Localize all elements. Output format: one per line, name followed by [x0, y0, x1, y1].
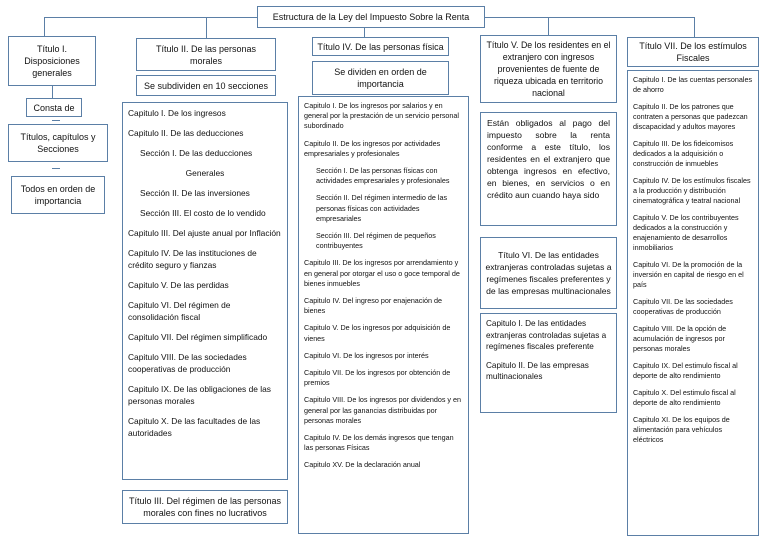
list-item: Capitulo VI. De la promoción de la inversión en capital de riesgo en el país — [633, 260, 744, 289]
connector-line — [52, 86, 53, 98]
title-i-box: Título I. Disposiciones generales — [8, 36, 96, 86]
list-item: Capitulo VII. De los ingresos por obtención de premios — [304, 368, 451, 388]
list-item: Capitulo IX. Del estimulo fiscal al deporte de alto rendimiento — [633, 361, 738, 380]
list-item: Capitulo I. De las entidades extranjeras controladas sujetas a regímenes fiscales preferente — [486, 319, 607, 351]
list-item: Capitulo XV. De la declaración anual — [304, 460, 421, 470]
list-item: Capitulo VII. Del régimen simplificado — [128, 332, 268, 342]
list-item: Capitulo IV. De las instituciones de crédito seguro y fianzas — [128, 248, 257, 270]
root-title: Estructura de la Ley del Impuesto Sobre la Renta — [257, 6, 485, 28]
list-item: Capitulo VI. De los ingresos por interés — [304, 350, 429, 360]
title-vii-box: Título VII. De los estímulos Fiscales — [627, 37, 759, 67]
title-ii-chapter-list — [122, 102, 288, 480]
list-item: Capitulo V. De las perdidas — [128, 280, 229, 290]
list-item: Capitulo V. De los contribuyentes dedicados a la construcción y enajenamiento de desarrollos inmobiliarios — [633, 213, 739, 252]
titulos-capitulos-box: Títulos, capítulos y Secciones — [8, 124, 108, 162]
list-item: Capitulo IV. Del ingreso por enajenación de bienes — [304, 296, 442, 316]
title-v-box: Título V. De los residentes en el extranjero con ingresos provenientes de fuente de riqueza ubicada en territorio nacional — [480, 35, 617, 103]
connector-line — [206, 17, 207, 38]
list-item: Capitulo II. De las empresas multinacionales — [486, 360, 589, 381]
list-item: Capitulo III. De los ingresos por arrendamiento y en general por otorgar el uso o goce temporal de bienes inmuebles — [304, 258, 460, 288]
list-item: Capitulo VII. De las sociedades cooperativas de producción — [633, 297, 733, 316]
orden-importancia-box: Todos en orden de importancia — [11, 176, 105, 214]
consta-de-box: Consta de — [26, 98, 82, 117]
list-item: Capitulo II. De las deducciones — [128, 128, 244, 138]
list-item: Capitulo I. De los ingresos — [128, 108, 226, 118]
list-item: Capitulo X. De las facultades de las autoridades — [128, 416, 261, 438]
title-v-description: Están obligados al pago del impuesto sobre la renta conforme a este título, los residentes en el extranjero que obtenga ingresos en efectivo, en bienes, en servicios o en crédito aun cuando haya sido — [480, 112, 617, 226]
list-item: Capitulo VIII. De los ingresos por dividendos y en general por las ganancias distribuidas por personas morales — [304, 395, 462, 425]
title-iii-box: Título III. Del régimen de las personas morales con fines no lucrativos — [122, 490, 288, 524]
list-item: Capitulo II. De los ingresos por actividades empresariales y profesionales — [304, 138, 441, 158]
list-item: Capitulo IV. De los demás ingresos que tengan las personas Físicas — [304, 433, 454, 453]
list-item: Capitulo X. Del estimulo fiscal al deporte de alto rendimiento — [633, 388, 736, 407]
list-item: Capitulo I. De los ingresos por salarios y en general por la prestación de un servicio personal subordinado — [304, 101, 460, 131]
list-item: Capitulo VIII. De la opción de acumulación de ingresos por personas morales — [633, 324, 727, 353]
title-vi-chapter-list — [480, 313, 617, 413]
title-ii-box: Título II. De las personas morales — [136, 38, 276, 71]
list-item: Capitulo I. De las cuentas personales de ahorro — [633, 75, 753, 94]
list-item: Capitulo II. De los patrones que contraten a personas que padezcan discapacidad y adultos mayores — [633, 102, 748, 131]
list-item: Capitulo XI. De los equipos de alimentación para vehículos eléctricos — [633, 415, 730, 444]
title-iv-chapter-list — [298, 96, 469, 534]
list-item: Sección III. Del régimen de pequeños contribuyentes — [316, 231, 436, 251]
list-item: Capitulo III. Del ajuste anual por Inflación — [128, 228, 281, 238]
list-item: Sección II. Del régimen intermedio de las personas físicas con actividades empresariales — [316, 193, 448, 223]
connector-line — [52, 120, 60, 121]
list-item: Capitulo III. De los fideicomisos dedicados a la adquisición o construcción de inmuebles — [633, 139, 734, 168]
list-item: Capitulo IV. De los estímulos fiscales a la producción y distribución cinematográfica y teatral nacional — [633, 176, 751, 205]
connector-line — [548, 17, 549, 35]
subdividen-box: Se subdividen en 10 secciones — [136, 75, 276, 96]
dividen-box: Se dividen en orden de importancia — [312, 61, 449, 95]
connector-line — [44, 17, 45, 36]
title-iv-box: Título IV. De las personas física — [312, 37, 449, 56]
list-item: Sección II. De las inversiones — [140, 188, 250, 198]
connector-line — [52, 168, 60, 169]
list-item: Capitulo VI. Del régimen de consolidación fiscal — [128, 300, 231, 322]
list-item: Capitulo IX. De las obligaciones de las personas morales — [128, 384, 271, 406]
list-item: Sección III. El costo de lo vendido — [140, 208, 266, 218]
title-vi-box: Título VI. De las entidades extranjeras controladas sujetas a regímenes fiscales preferentes y de las empresas multinacionales — [480, 237, 617, 309]
list-item: Generales — [185, 168, 225, 178]
connector-line — [694, 17, 695, 37]
list-item: Sección I. De las deducciones — [140, 148, 253, 158]
list-item: Sección I. De las personas físicas con actividades empresariales y profesionales — [316, 166, 450, 186]
list-item: Capitulo VIII. De las sociedades cooperativas de producción — [128, 352, 247, 374]
title-vii-chapter-list — [627, 70, 759, 536]
list-item: Capitulo V. De los ingresos por adquisición de vienes — [304, 323, 451, 343]
